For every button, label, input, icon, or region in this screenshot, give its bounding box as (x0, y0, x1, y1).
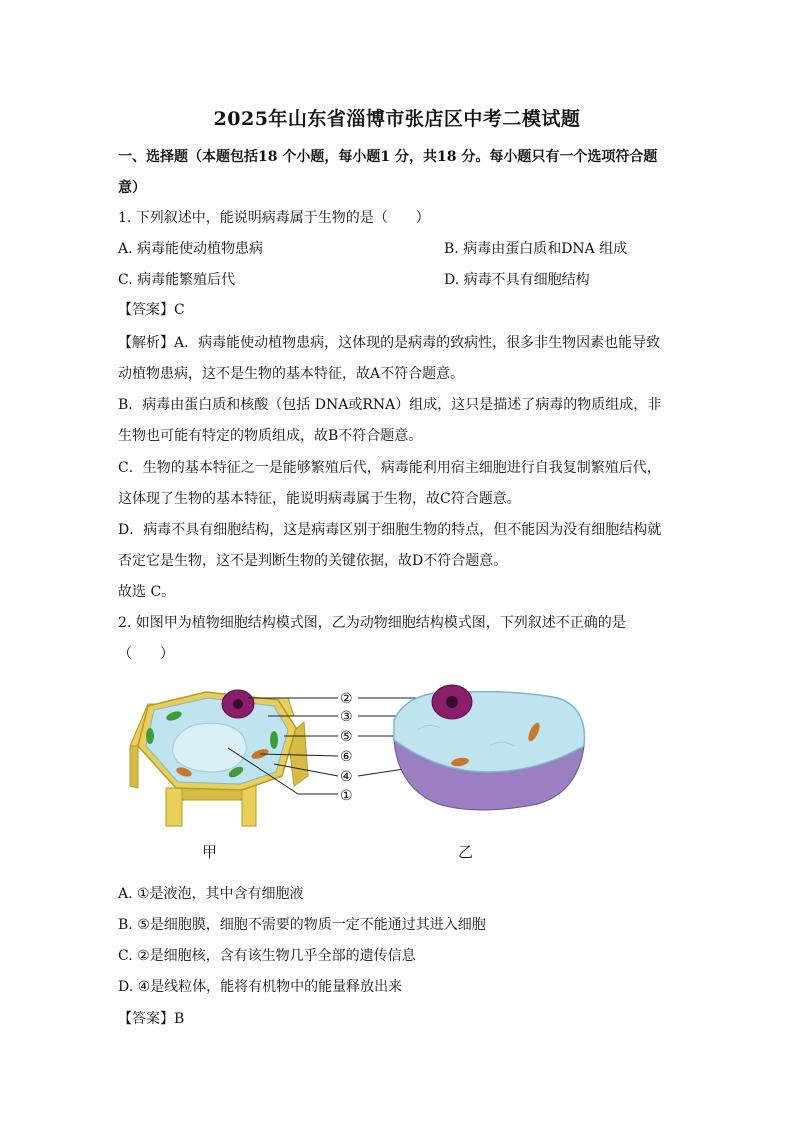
q1-analysis-line: B．病毒由蛋白质和核酸（包括 DNA或RNA）组成，这只是描述了病毒的物质组成，非 (118, 397, 662, 413)
q2-option-b: B. ⑤是细胞膜，细胞不需要的物质一定不能通过其进入细胞 (118, 917, 486, 933)
label-6: ⑥ (340, 749, 353, 765)
q1-analysis-line: 【解析】A．病毒能使动植物患病，这体现的是病毒的致病性，很多非生物因素也能导致 (118, 335, 661, 351)
animal-cell-diagram (394, 685, 584, 810)
q1-analysis-line: 这体现了生物的基本特征，能说明病毒属于生物，故C符合题意。 (118, 491, 521, 507)
chloroplast (270, 731, 278, 749)
q1-option-a: A. 病毒能使动植物患病 (118, 241, 264, 257)
label-2: ② (340, 691, 353, 707)
q1-option-d: D. 病毒不具有细胞结构 (444, 272, 590, 288)
q1-analysis-line: 动植物患病，这不是生物的基本特征，故A不符合题意。 (118, 366, 465, 382)
figure-caption-right: 乙 (458, 843, 474, 861)
question-2-stem: 2. 如图甲为植物细胞结构模式图，乙为动物细胞结构模式图，下列叙述不正确的是 (118, 615, 626, 631)
label-1: ① (340, 788, 353, 804)
question-2-stem-bracket: （ ） (118, 646, 174, 662)
q1-analysis-line: 生物也可能有特定的物质组成，故B不符合题意。 (118, 428, 423, 444)
q1-analysis-line: 故选 C。 (118, 584, 176, 600)
q1-analysis-line: C．生物的基本特征之一是能够繁殖后代，病毒能利用宿主细胞进行自我复制繁殖后代， (118, 460, 661, 476)
figure-labels (340, 691, 353, 804)
q2-answer: 【答案】B (118, 1011, 185, 1027)
plant-cell-diagram (130, 690, 308, 826)
label-4: ④ (340, 769, 353, 785)
q1-analysis-line: 否定它是生物，这不是判断生物的关键依据，故D不符合题意。 (118, 553, 508, 569)
page-title: 2025年山东省淄博市张店区中考二模试题 (213, 108, 581, 130)
figure-caption-left: 甲 (202, 843, 218, 861)
q2-option-d: D. ④是线粒体，能将有机物中的能量释放出来 (118, 979, 403, 995)
q2-option-a: A. ①是液泡，其中含有细胞液 (118, 886, 304, 902)
section-heading-line2: 意） (118, 180, 146, 196)
q1-option-b: B. 病毒由蛋白质和DNA 组成 (444, 241, 628, 257)
q2-option-c: C. ②是细胞核，含有该生物几乎全部的遗传信息 (118, 948, 416, 964)
q1-answer: 【答案】C (118, 302, 185, 318)
q1-option-c: C. 病毒能繁殖后代 (118, 272, 236, 288)
cell-structure-figure (118, 676, 638, 836)
label-5: ⑤ (340, 729, 353, 745)
label-3: ③ (340, 709, 353, 725)
question-1-stem: 1. 下列叙述中，能说明病毒属于生物的是（ ） (118, 210, 430, 226)
chloroplast (146, 728, 154, 744)
section-heading-line1: 一、选择题（本题包括18 个小题，每小题1 分，共18 分。每小题只有一个选项符合题 (118, 149, 658, 165)
q1-analysis-line: D．病毒不具有细胞结构，这是病毒区别于细胞生物的特点，但不能因为没有细胞结构就 (118, 522, 662, 538)
vacuole (173, 723, 246, 772)
